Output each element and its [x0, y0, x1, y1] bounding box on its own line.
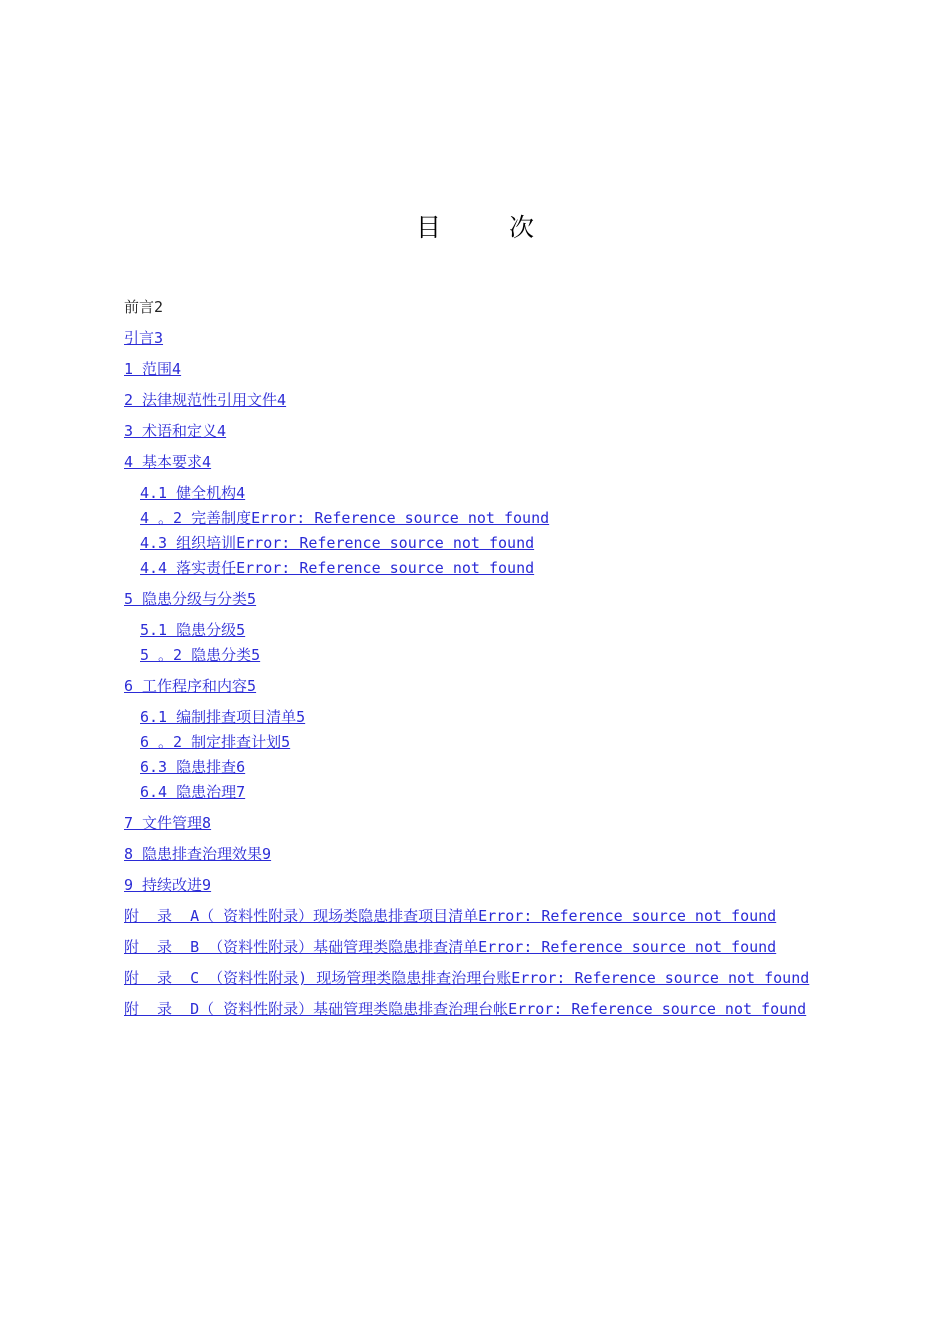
- title-char-1: 目: [415, 213, 441, 242]
- title-char-2: 次: [509, 213, 535, 242]
- toc-entry-1[interactable]: 1 范围4: [124, 360, 182, 378]
- toc-entry-foreword: 前言2: [124, 298, 164, 316]
- toc-entry-6-3[interactable]: 6.3 隐患排查6: [140, 758, 246, 776]
- toc-entry-3[interactable]: 3 术语和定义4: [124, 422, 227, 440]
- toc-entry-appendix-d[interactable]: 附 录 D（ 资料性附录）基础管理类隐患排查治理台帐Error: Reference source not found: [124, 1000, 807, 1018]
- toc-entry-5[interactable]: 5 隐患分级与分类5: [124, 590, 257, 608]
- toc-entry-4-4[interactable]: 4.4 落实责任Error: Reference source not found: [140, 559, 535, 577]
- toc-entry-6-4[interactable]: 6.4 隐患治理7: [140, 783, 246, 801]
- toc-entry-7[interactable]: 7 文件管理8: [124, 814, 212, 832]
- toc-entry-2[interactable]: 2 法律规范性引用文件4: [124, 391, 287, 409]
- toc-entry-4-1[interactable]: 4.1 健全机构4: [140, 484, 246, 502]
- toc-entry-9[interactable]: 9 持续改进9: [124, 876, 212, 894]
- toc-entry-4[interactable]: 4 基本要求4: [124, 453, 212, 471]
- toc-entry-5-2[interactable]: 5 。2 隐患分类5: [140, 646, 261, 664]
- toc-entry-6-1[interactable]: 6.1 编制排查项目清单5: [140, 708, 306, 726]
- toc-entry-4-2[interactable]: 4 。2 完善制度Error: Reference source not found: [140, 509, 550, 527]
- toc-entry-6[interactable]: 6 工作程序和内容5: [124, 677, 257, 695]
- toc-entry-8[interactable]: 8 隐患排查治理效果9: [124, 845, 272, 863]
- toc-entry-4-3[interactable]: 4.3 组织培训Error: Reference source not found: [140, 534, 535, 552]
- toc-entry-appendix-a[interactable]: 附 录 A（ 资料性附录）现场类隐患排查项目清单Error: Reference source not found: [124, 907, 777, 925]
- toc-entry-5-1[interactable]: 5.1 隐患分级5: [140, 621, 246, 639]
- toc-entry-6-2[interactable]: 6 。2 制定排查计划5: [140, 733, 291, 751]
- toc-entry-introduction[interactable]: 引言3: [124, 329, 164, 347]
- toc-entry-appendix-b[interactable]: 附 录 B （资料性附录）基础管理类隐患排查清单Error: Reference source not found: [124, 938, 777, 956]
- toc-entry-appendix-c[interactable]: 附 录 C （资料性附录) 现场管理类隐患排查治理台账Error: Reference source not found: [124, 969, 810, 987]
